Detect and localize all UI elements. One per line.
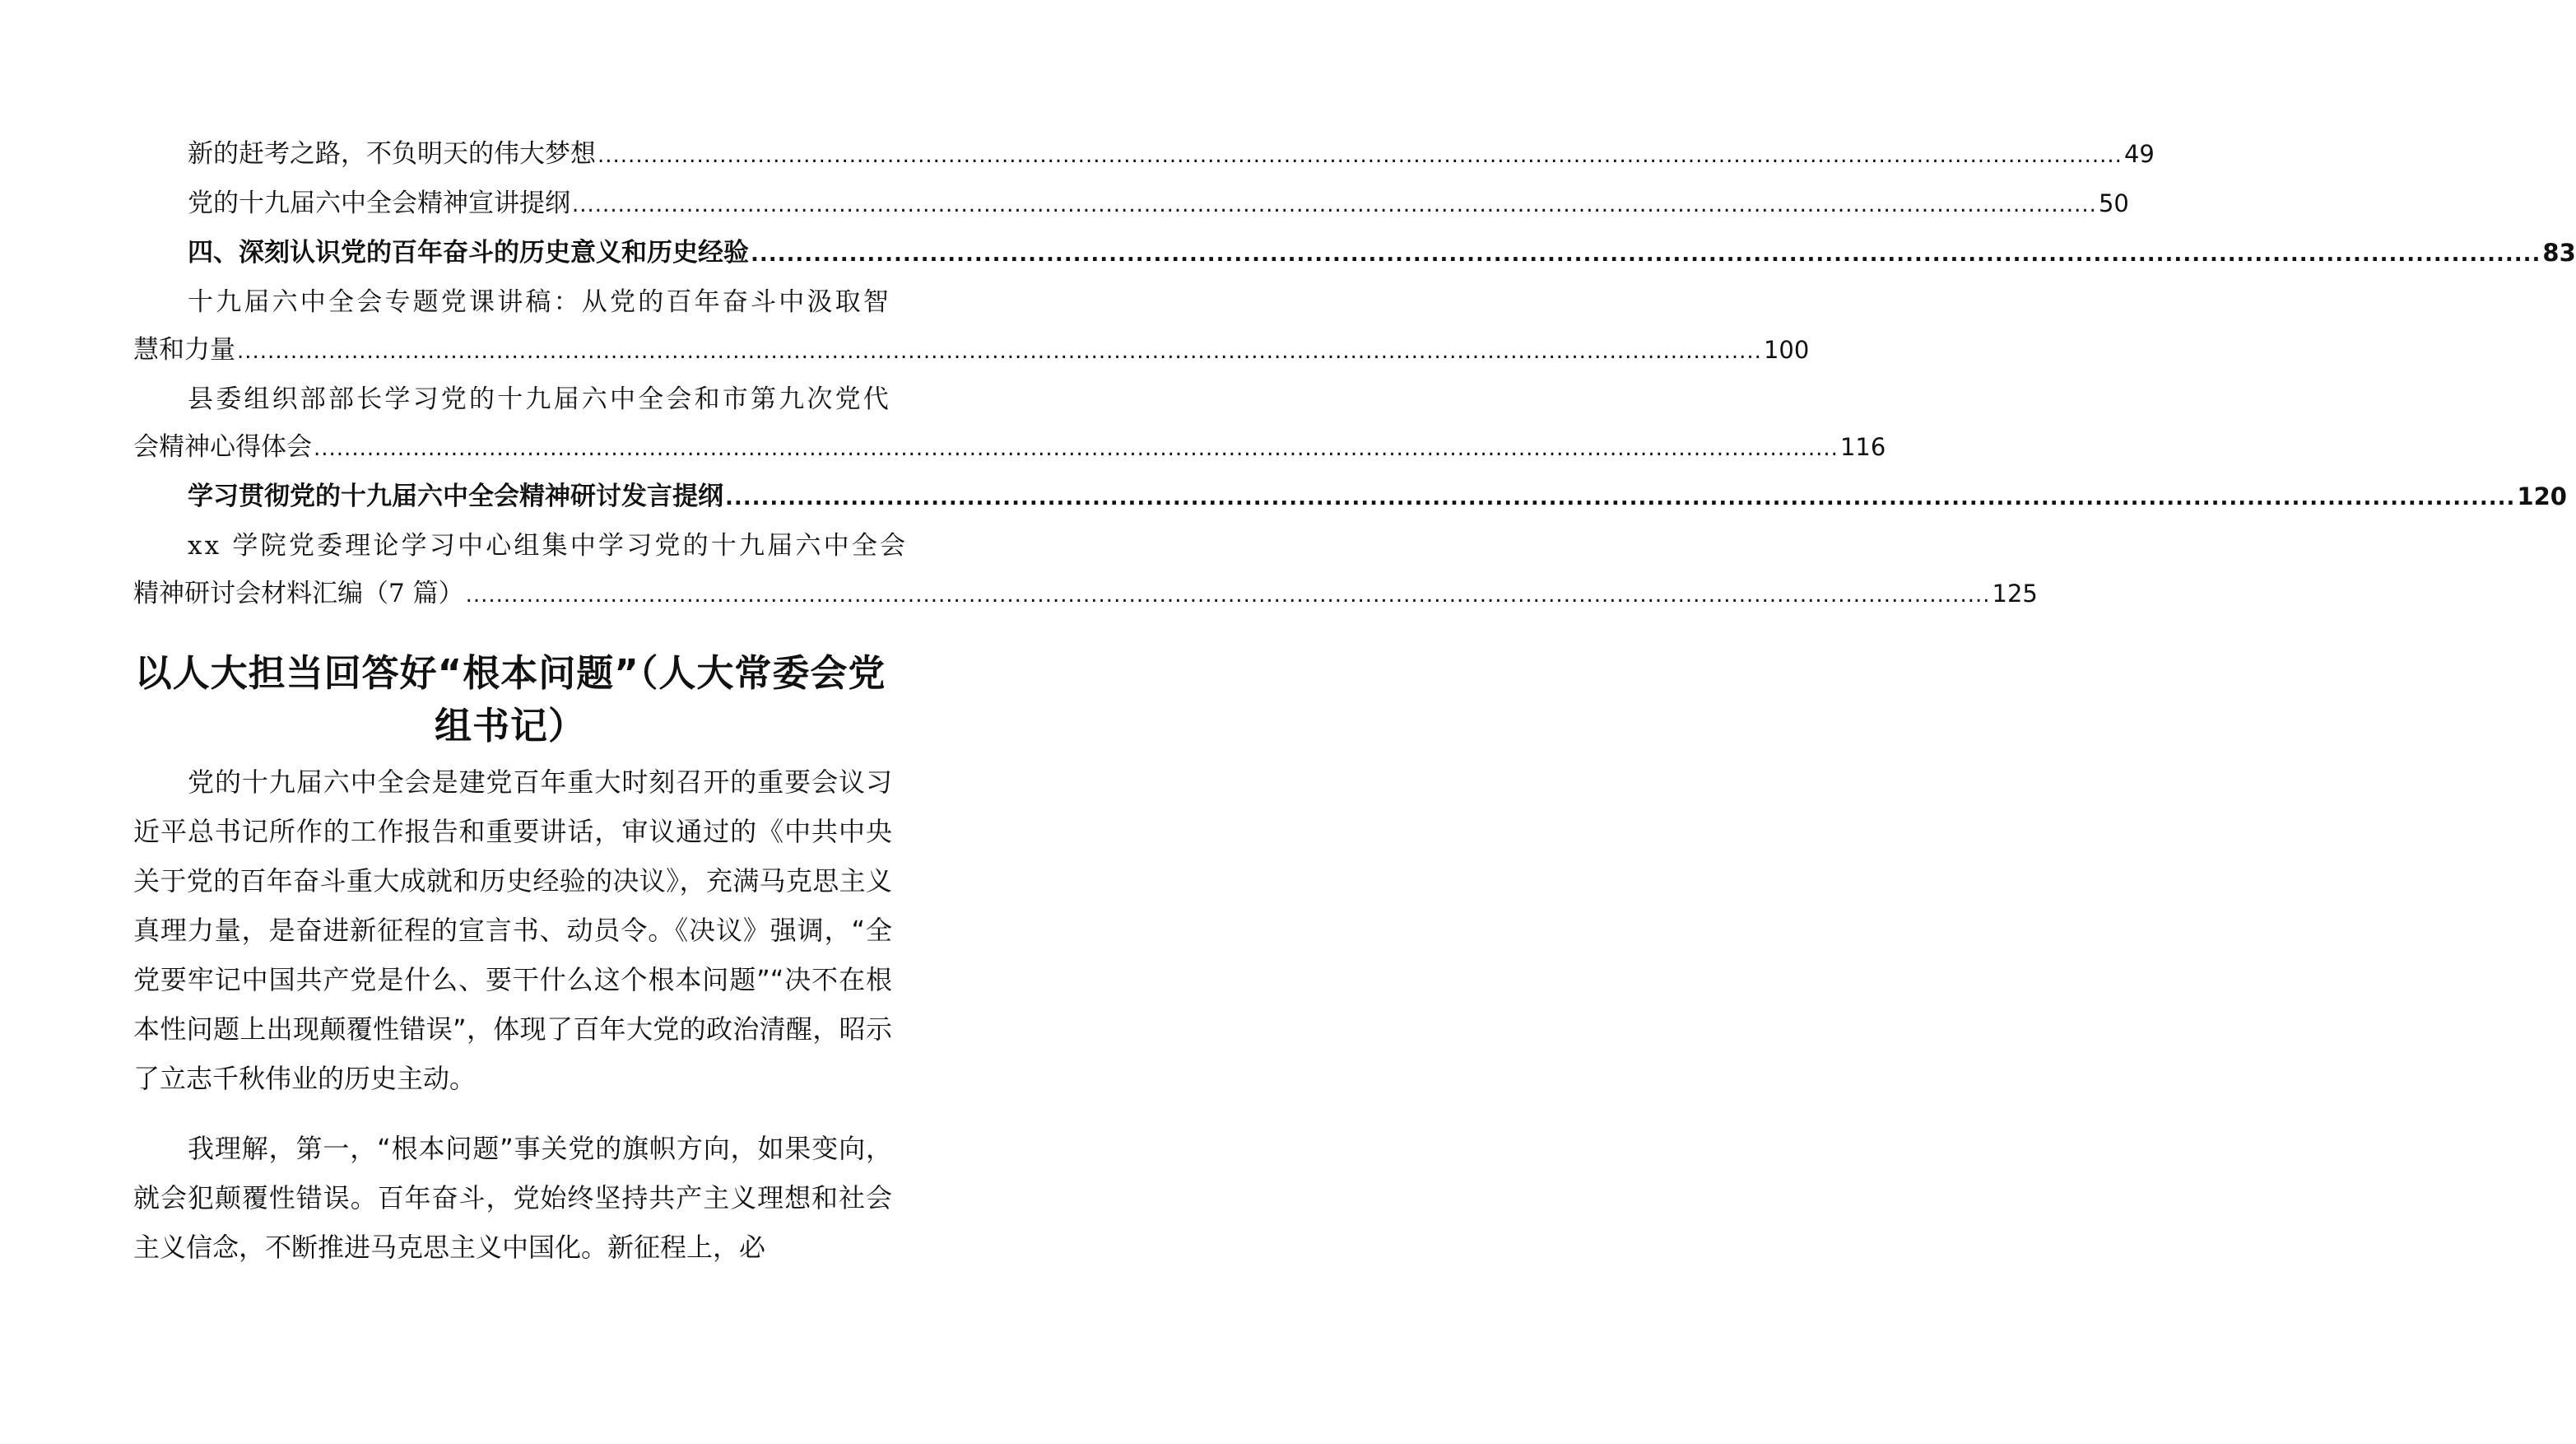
toc-entry-title-line2: 会精神心得体会 — [133, 432, 312, 462]
toc-page-number: 125 — [1992, 580, 2038, 608]
table-of-contents — [133, 130, 2576, 619]
toc-entry-title-line1: 县委组织部部长学习党的十九届六中全会和市第九次党代 — [188, 384, 891, 414]
toc-entry-title: 四、深刻认识党的百年奋斗的历史意义和历史经验 — [188, 238, 749, 268]
toc-section-heading[interactable] — [133, 229, 2576, 278]
body-paragraph: 我理解，第一，“根本问题”事关党的旗帜方向，如果变向，就会犯颠覆性错误。百年奋斗，党始终坚持共产主义理想和社会主义信念，不断推进马克思主义中国化。新征程上，必 — [133, 1133, 892, 1263]
toc-entry-title-line1: xx 学院党委理论学习中心组集中学习党的十九届六中全会 — [188, 531, 909, 561]
toc-leader-dots: ........................................................................................................................................................................................................ — [572, 193, 2097, 217]
toc-entry-title: 新的赶考之路，不负明天的伟大梦想 — [188, 139, 596, 169]
toc-page-number: 50 — [2098, 189, 2129, 217]
toc-page-number: 100 — [1763, 336, 1810, 364]
toc-leader-dots: ........................................................................................................................................................................................................ — [751, 242, 2541, 267]
toc-section-heading[interactable] — [133, 473, 2567, 522]
toc-page-number: 116 — [1839, 433, 1886, 461]
toc-page-number: 83 — [2542, 239, 2576, 267]
toc-entry-title-line1: 十九届六中全会专题党课讲稿：从党的百年奋斗中汲取智 — [188, 287, 891, 317]
toc-leader-dots: ........................................................................................................................................................................................................ — [237, 339, 1762, 364]
toc-leader-dots: ........................................................................................................................................................................................................ — [725, 486, 2516, 510]
toc-entry-title: 党的十九届六中全会精神宣讲提纲 — [188, 189, 570, 218]
toc-entry[interactable] — [133, 278, 1810, 375]
toc-entry-title: 学习贯彻党的十九届六中全会精神研讨发言提纲 — [188, 482, 723, 511]
body-paragraph: 党的十九届六中全会是建党百年重大时刻召开的重要会议习近平总书记所作的工作报告和重要讲话，审议通过的《中共中央关于党的百年奋斗重大成就和历史经验的决议》，充满马克思主义真理力量，是奋进新征程的宣言书、动员令。《决议》强调，“全党要牢记中国共产党是什么、要干什么这个根本问题”“决不在根本性问题上出现颠覆性错误”，体现了百年大党的政治清醒，昭示了立志千秋伟业的历史主动。 — [133, 766, 892, 1094]
article-title: 以人大担当回答好“根本问题”（人大常委会党组书记） — [134, 651, 886, 748]
toc-page-number: 49 — [2123, 140, 2155, 168]
toc-entry-title-line2: 精神研讨会材料汇编（7 篇） — [133, 579, 464, 608]
toc-leader-dots: ........................................................................................................................................................................................................ — [465, 583, 1991, 608]
toc-entry-title-line2: 慧和力量 — [133, 335, 235, 365]
toc-leader-dots: ........................................................................................................................................................................................................ — [598, 143, 2123, 168]
toc-leader-dots: ........................................................................................................................................................................................................ — [314, 436, 1839, 461]
toc-entry[interactable] — [133, 375, 1886, 473]
toc-entry[interactable] — [133, 522, 2038, 619]
toc-page-number: 120 — [2517, 482, 2567, 510]
toc-entry[interactable] — [133, 179, 2129, 229]
toc-entry[interactable] — [133, 130, 2155, 179]
